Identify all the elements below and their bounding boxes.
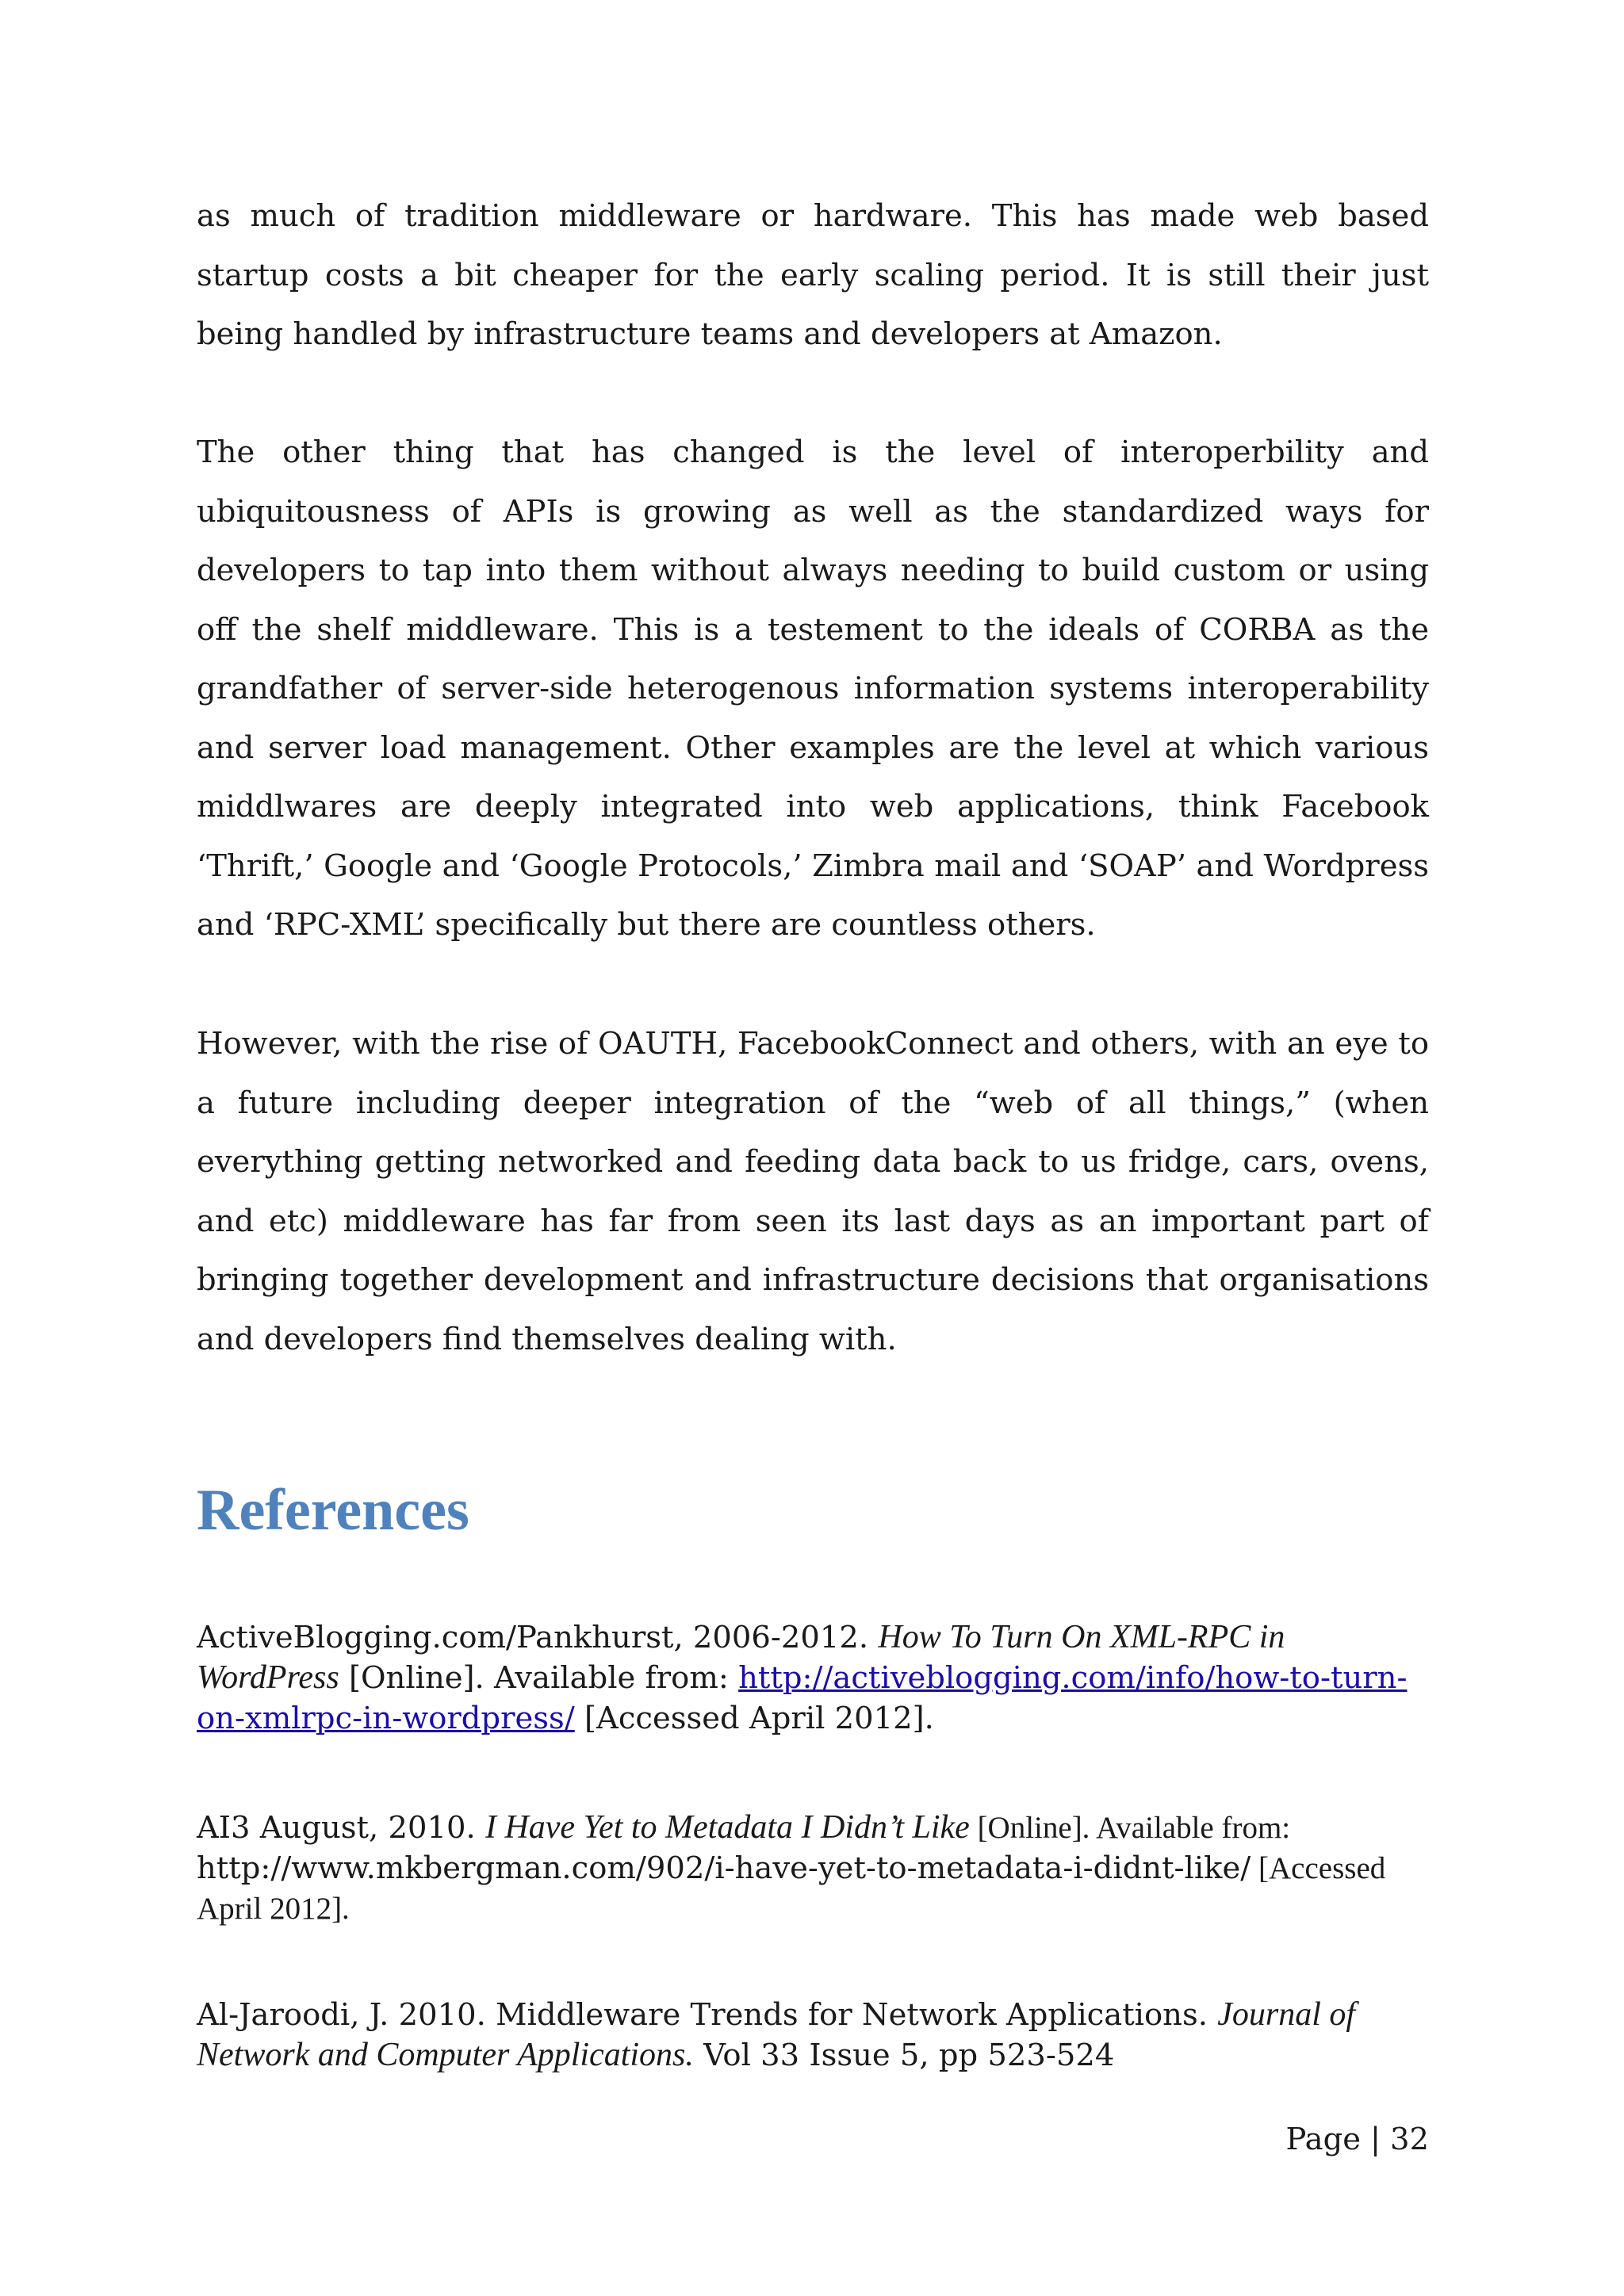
- page-label: Page: [1285, 2122, 1362, 2157]
- reference-author: Al-Jaroodi, J. 2010. Middleware Trends for Network Applications.: [197, 1997, 1218, 2033]
- reference-title: How To Turn On XML-RPC in WordPress: [197, 1619, 1285, 1696]
- reference-entry-2: [197, 1808, 1434, 1929]
- page-number: 32: [1390, 2122, 1429, 2157]
- reference-accessed: [Accessed April 2012].: [197, 1851, 1386, 1926]
- reference-author: ActiveBlogging.com/Pankhurst, 2006-2012.: [197, 1620, 879, 1655]
- reference-online-label: [Online]. Available from:: [969, 1811, 1291, 1845]
- references-heading: References: [197, 1478, 469, 1543]
- reference-entry-3: [197, 1995, 1434, 2076]
- body-paragraph-1: as much of tradition middleware or hardware. This has made web based startup costs a bit cheaper for the early scaling period. It is still their just being handled by infrastructure teams and developers at Amazon.: [197, 198, 1429, 352]
- reference-entry-1: [197, 1617, 1434, 1739]
- reference-details: Vol 33 Issue 5, pp 523-524: [693, 2038, 1115, 2073]
- body-paragraph-3: However, with the rise of OAUTH, FacebookConnect and others, with an eye to a future including deeper integration of the “web of all things,” (when everything getting networked and feeding data back to us fridge, cars, ovens, and etc) middleware has far from seen its last days as an important part of bringing together development and infrastructure decisions that organisations and developers find themselves dealing with.: [197, 1026, 1429, 1357]
- reference-url-text: http://www.mkbergman.com/902/i-have-yet-to-metadata-i-didnt-like/: [197, 1850, 1251, 1886]
- reference-journal: Journal of Network and Computer Applications.: [197, 1996, 1356, 2073]
- page-separator: |: [1370, 2122, 1381, 2157]
- reference-author: AI3 August, 2010.: [197, 1810, 485, 1846]
- page-footer: [1285, 2118, 1429, 2161]
- reference-title: I Have Yet to Metadata I Didn’t Like: [485, 1809, 970, 1846]
- reference-accessed: [Accessed April 2012].: [574, 1701, 934, 1736]
- reference-link[interactable]: http://activeblogging.com/info/how-to-turn-on-xmlrpc-in-wordpress/: [197, 1660, 1408, 1736]
- body-paragraph-2: The other thing that has changed is the level of interoperbility and ubiquitousness of APIs is growing as well as the standardized ways for developers to tap into them without always needing to build custom or using off the shelf middleware. This is a testement to the ideals of CORBA as the grandfather of server-side heterogenous information systems interoperability and server load management. Other examples are the level at which various middlwares are deeply integrated into web applications, think Facebook ‘Thrift,’ Google and ‘Google Protocols,’ Zimbra mail and ‘SOAP’ and Wordpress and ‘RPC-XML’ specifically but there are countless others.: [197, 434, 1429, 943]
- reference-online-label: [Online]. Available from:: [339, 1660, 739, 1696]
